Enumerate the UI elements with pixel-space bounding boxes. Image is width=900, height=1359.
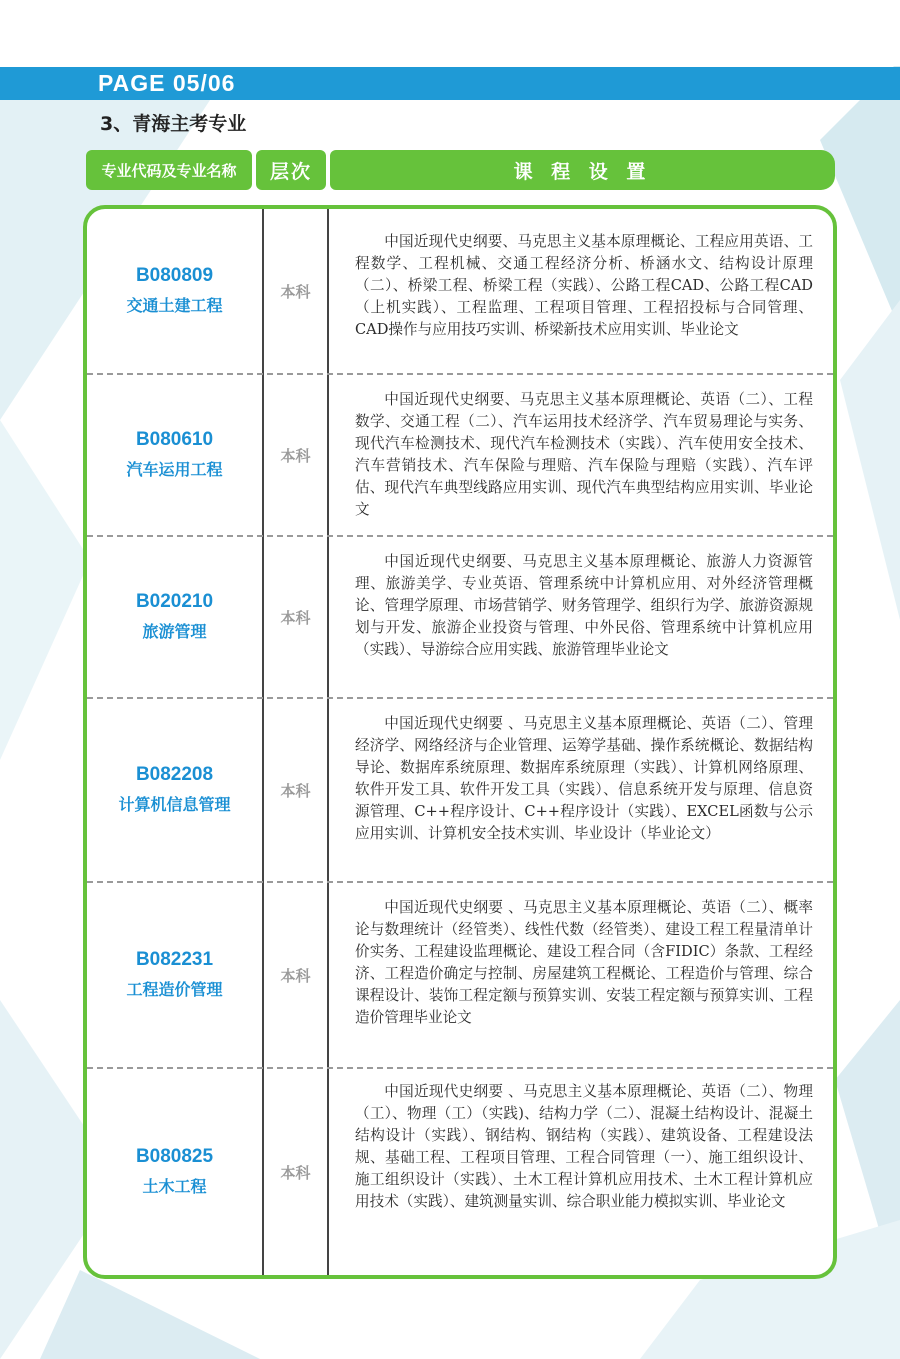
major-cell: [87, 537, 262, 697]
row-separator: [87, 1067, 833, 1069]
major-code: B080825: [135, 1146, 214, 1167]
major-name: 计算机信息管理: [118, 795, 231, 814]
page-number: PAGE 05/06: [98, 70, 236, 96]
major-cell: [87, 883, 262, 1067]
column-divider: [327, 209, 329, 1275]
major-name: 旅游管理: [142, 622, 207, 641]
table-row: [87, 537, 833, 697]
table-row: [87, 1069, 833, 1275]
header-major-code-name: 专业代码及专业名称: [86, 150, 252, 190]
major-name: 土木工程: [142, 1177, 207, 1196]
section-title: 3、青海主考专业: [100, 113, 247, 135]
major-name: 交通土建工程: [126, 296, 223, 315]
header-level: 层次: [256, 150, 326, 190]
major-code: B020210: [135, 591, 214, 612]
course-list: 中国近现代史纲要 、马克思主义基本原理概论、英语（二）、物理（工）、物理（工）（实践)、结构力学（二）、混凝土结构设计、混凝土结构设计（实践）、钢结构、钢结构（实践）、建筑设备、工程建设法规、基础工程、工程项目管理、工程合同管理（一）、施工组织设计、施工组织设计（实践）、土木工程计算机应用技术、土木工程计算机应用技术（实践）、建筑测量实训、综合职业能力模拟实训、毕业论文: [355, 1083, 813, 1210]
column-divider: [262, 209, 264, 1275]
major-code: B082208: [135, 764, 214, 785]
major-cell: [87, 1069, 262, 1275]
row-separator: [87, 697, 833, 699]
majors-table: [83, 205, 837, 1279]
major-name: 工程造价管理: [126, 980, 223, 999]
major-code: B080610: [135, 429, 214, 450]
row-separator: [87, 535, 833, 537]
level-cell: 本科: [280, 282, 311, 301]
course-list: 中国近现代史纲要 、马克思主义基本原理概论、英语（二）、管理经济学、网络经济与企业管理、运筹学基础、操作系统概论、数据结构导论、数据库系统原理、数据库系统原理（实践）、计算机网络原理、软件开发工具、软件开发工具（实践）、信息系统开发与原理、信息资源管理、C++程序设计、C++程序设计（实践）、EXCEL函数与公示应用实训、计算机安全技术实训、毕业设计（毕业论文）: [355, 715, 813, 842]
page-header-bar: [0, 67, 900, 100]
major-code: B080809: [135, 265, 214, 286]
major-cell: [87, 699, 262, 881]
level-cell: 本科: [280, 1163, 311, 1182]
table-row: [87, 699, 833, 881]
header-courses: 课 程 设 置: [330, 150, 835, 190]
course-list: 中国近现代史纲要、马克思主义基本原理概论、工程应用英语、工程数学、工程机械、交通工程经济分析、桥涵水文、结构设计原理（二）、桥梁工程、桥梁工程（实践）、公路工程CAD、公路工程CAD（上机实践）、工程监理、工程项目管理、工程招投标与合同管理、CAD操作与应用技巧实训、桥梁新技术应用实训、毕业论文: [355, 233, 813, 338]
major-cell: [87, 209, 262, 373]
course-list: 中国近现代史纲要 、马克思主义基本原理概论、英语（二）、概率论与数理统计（经管类）、线性代数（经管类）、建设工程工程量清单计价实务、工程建设监理概论、建设工程合同（含FIDIC）条款、工程经济、工程造价确定与控制、房屋建筑工程概论、工程造价与管理、综合课程设计、装饰工程定额与预算实训、安装工程定额与预算实训、工程造价管理毕业论文: [355, 899, 813, 1026]
course-list: 中国近现代史纲要、马克思主义基本原理概论、英语（二）、工程数学、交通工程（二）、汽车运用技术经济学、汽车贸易理论与实务、现代汽车检测技术、现代汽车检测技术（实践）、汽车使用安全技术、汽车营销技术、汽车保险与理赔、汽车保险与理赔（实践）、汽车评估、现代汽车典型线路应用实训、现代汽车典型结构应用实训、毕业论文: [355, 391, 813, 518]
major-code: B082231: [135, 949, 214, 970]
table-row: [87, 375, 833, 535]
major-cell: [87, 375, 262, 535]
level-cell: 本科: [280, 966, 311, 985]
level-cell: 本科: [280, 608, 311, 627]
row-separator: [87, 373, 833, 375]
level-cell: 本科: [280, 446, 311, 465]
table-row: [87, 209, 833, 373]
course-list: 中国近现代史纲要、马克思主义基本原理概论、旅游人力资源管理、旅游美学、专业英语、管理系统中计算机应用、对外经济管理概论、管理学原理、市场营销学、财务管理学、组织行为学、旅游资源规划与开发、旅游企业投资与管理、中外民俗、管理系统中计算机应用（实践）、导游综合应用实践、旅游管理毕业论文: [355, 553, 813, 658]
table-row: [87, 883, 833, 1067]
level-cell: 本科: [280, 781, 311, 800]
row-separator: [87, 881, 833, 883]
major-name: 汽车运用工程: [126, 460, 223, 479]
